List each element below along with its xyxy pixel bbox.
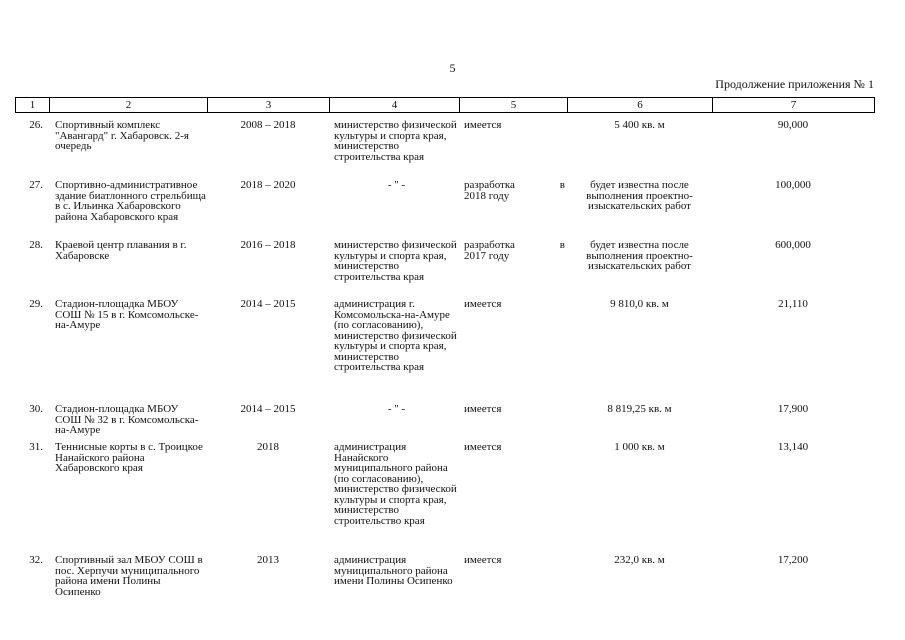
table-row	[15, 120, 874, 180]
object-name: Стадион-площадка МБОУ СОШ № 15 в г. Комсомольске-на-Амуре	[55, 298, 199, 331]
header-col-6: 6	[568, 98, 713, 113]
status-line-2: 2018 году	[464, 189, 510, 202]
area: 232,0 кв. м	[614, 554, 665, 566]
row-number: 31.	[29, 441, 43, 453]
documentation-status	[459, 299, 567, 404]
objects-table	[15, 120, 874, 605]
amount: 17,200	[777, 554, 809, 566]
status-line-1: имеется	[464, 441, 502, 453]
documentation-status	[459, 240, 567, 299]
header-col-2: 2	[50, 98, 208, 113]
header-col-3: 3	[208, 98, 330, 113]
area: 8 819,25 кв. м	[607, 403, 672, 415]
amount: 21,110	[778, 298, 808, 310]
row-number: 28.	[29, 239, 43, 251]
table-row	[15, 555, 874, 605]
area: 9 810,0 кв. м	[610, 298, 669, 310]
years: 2014 – 2015	[240, 403, 296, 415]
header-col-1: 1	[16, 98, 50, 113]
years: 2014 – 2015	[240, 298, 296, 310]
page-number: 5	[449, 61, 456, 75]
years: 2008 – 2018	[240, 119, 296, 131]
amount: 13,140	[777, 441, 809, 453]
responsible-org: министерство физической культуры и спорта края, министерство строительства края	[334, 239, 457, 283]
responsible-org: администрация г. Комсомольска-на-Амуре (по согласованию), министерство физической культуры и спорта края, министерство строительства края	[334, 298, 457, 373]
area: 1 000 кв. м	[614, 441, 665, 453]
table-row	[15, 240, 874, 299]
area: будет известна после выполнения проектно-изыскательских работ	[586, 179, 693, 212]
row-number: 27.	[29, 179, 43, 191]
amount: 90,000	[777, 119, 809, 131]
row-number: 32.	[29, 554, 43, 566]
object-name: Теннисные корты в с. Троицкое Нанайского района Хабаровского края	[55, 441, 203, 474]
years: 2016 – 2018	[240, 239, 296, 251]
amount: 17,900	[777, 403, 809, 415]
documentation-status	[459, 120, 567, 180]
header-col-7: 7	[713, 98, 875, 113]
status-line-1: разработка в	[464, 179, 565, 191]
responsible-org: - " -	[387, 179, 406, 191]
responsible-org: администрация Нанайского муниципального района (по согласованию), министерство физической культуры и спорта края, министерство строительство края	[334, 441, 457, 527]
status-line-2: 2017 году	[464, 249, 510, 262]
status-line-1: имеется	[464, 403, 502, 415]
responsible-org: администрация муниципального района имени Полины Осипенко	[334, 554, 453, 587]
table-row	[15, 442, 874, 555]
years: 2018	[257, 441, 279, 453]
years: 2018 – 2020	[240, 179, 296, 191]
row-number: 26.	[29, 119, 43, 131]
documentation-status	[459, 180, 567, 240]
object-name: Спортивный комплекс "Авангард" г. Хабаровск. 2-я очередь	[55, 119, 189, 152]
object-name: Стадион-площадка МБОУ СОШ № 32 в г. Комсомольска-на-Амуре	[55, 403, 199, 436]
status-line-1: имеется	[464, 119, 502, 131]
status-line-1: имеется	[464, 298, 502, 310]
status-line-1: имеется	[464, 554, 502, 566]
header-col-4: 4	[330, 98, 460, 113]
header-col-5: 5	[460, 98, 568, 113]
documentation-status	[459, 555, 567, 605]
table-row	[15, 404, 874, 442]
area: 5 400 кв. м	[614, 119, 665, 131]
table-row	[15, 180, 874, 240]
column-header-row	[15, 97, 875, 113]
amount: 100,000	[775, 179, 811, 191]
status-line-1: разработка в	[464, 239, 565, 251]
documentation-status	[459, 442, 567, 555]
object-name: Спортивно-административное здание биатлонного стрельбища в с. Ильинка Хабаровского района Хабаровского края	[55, 179, 206, 223]
table-row	[15, 299, 874, 404]
object-name: Спортивный зал МБОУ СОШ в пос. Херпучи муниципального района имени Полины Осипенко	[55, 554, 203, 598]
responsible-org: министерство физической культуры и спорта края, министерство строительства края	[334, 119, 457, 163]
years: 2013	[257, 554, 279, 566]
responsible-org: - " -	[387, 403, 406, 415]
area: будет известна после выполнения проектно-изыскательских работ	[586, 239, 693, 272]
object-name: Краевой центр плавания в г. Хабаровске	[55, 239, 187, 262]
row-number: 29.	[29, 298, 43, 310]
amount: 600,000	[775, 239, 811, 251]
continuation-note: Продолжение приложения № 1	[715, 77, 874, 91]
row-number: 30.	[29, 403, 43, 415]
documentation-status	[459, 404, 567, 442]
